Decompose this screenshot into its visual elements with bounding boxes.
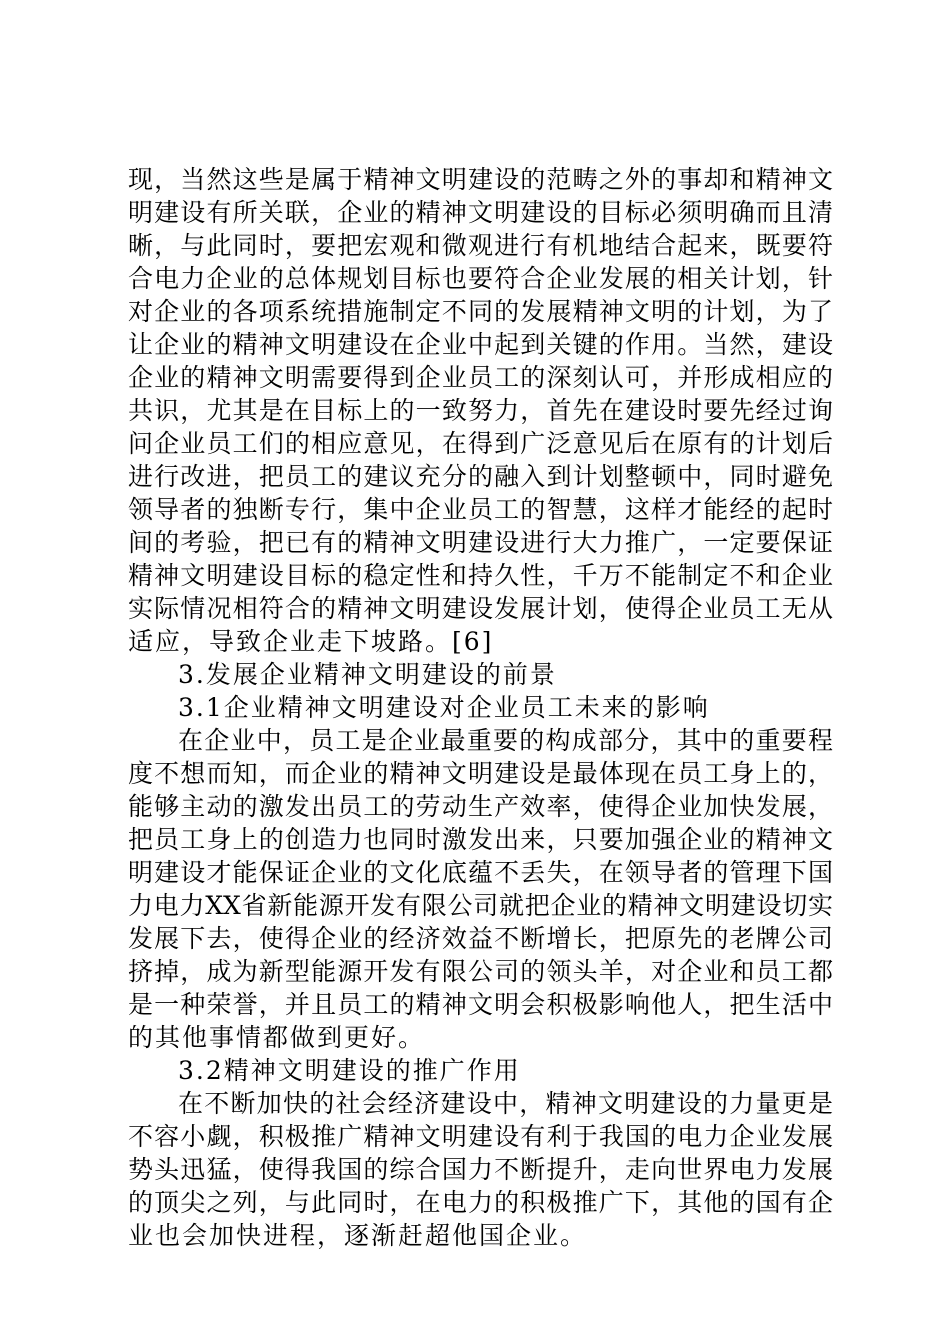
text-line: 在企业中，员工是企业最重要的构成部分，其中的重要程	[178, 726, 833, 755]
text-line: 进行改进，把员工的建议充分的融入到计划整顿中，同时避免	[128, 462, 833, 491]
subsection-heading: 3.1企业精神文明建设对企业员工未来的影响	[178, 693, 710, 722]
text-line: 能够主动的激发出员工的劳动生产效率，使得企业加快发展，	[128, 792, 833, 821]
text-line: 力电力XX省新能源开发有限公司就把企业的精神文明建设切实	[128, 891, 833, 920]
text-line: 晰，与此同时，要把宏观和微观进行有机地结合起来，既要符	[128, 231, 833, 260]
text-line: 企业的精神文明需要得到企业员工的深刻认可，并形成相应的	[128, 363, 833, 392]
text-line: 挤掉，成为新型能源开发有限公司的领头羊，对企业和员工都	[128, 957, 833, 986]
text-line: 的其他事情都做到更好。	[128, 1023, 426, 1052]
text-line: 不容小觑，积极推广精神文明建设有利于我国的电力企业发展	[128, 1122, 833, 1151]
text-line: 是一种荣誉，并且员工的精神文明会积极影响他人，把生活中	[128, 990, 833, 1019]
text-line: 势头迅猛，使得我国的综合国力不断提升，走向世界电力发展	[128, 1155, 833, 1184]
text-line: 让企业的精神文明建设在企业中起到关键的作用。当然，建设	[128, 330, 833, 359]
paragraph	[128, 1087, 833, 1252]
text-line: 业也会加快进程，逐渐赶超他国企业。	[128, 1221, 588, 1250]
text-line: 合电力企业的总体规划目标也要符合企业发展的相关计划，针	[128, 264, 833, 293]
subsection-heading: 3.2精神文明建设的推广作用	[178, 1056, 521, 1085]
text-line: 实际情况相符合的精神文明建设发展计划，使得企业员工无从	[128, 594, 833, 623]
text-line: 共识，尤其是在目标上的一致努力，首先在建设时要先经过询	[128, 396, 833, 425]
text-line: 现，当然这些是属于精神文明建设的范畴之外的事却和精神文	[128, 165, 833, 194]
document-page	[128, 163, 833, 1252]
text-line: 领导者的独断专行，集中企业员工的智慧，这样才能经的起时	[128, 495, 833, 524]
text-line: 间的考验，把已有的精神文明建设进行大力推广，一定要保证	[128, 528, 833, 557]
text-line: 把员工身上的创造力也同时激发出来，只要加强企业的精神文	[128, 825, 833, 854]
text-line: 明建设才能保证企业的文化底蕴不丢失，在领导者的管理下国	[128, 858, 833, 887]
paragraph	[128, 163, 833, 658]
paragraph	[128, 724, 833, 1054]
text-line: 适应，导致企业走下坡路。[6]	[128, 627, 494, 656]
text-line: 对企业的各项系统措施制定不同的发展精神文明的计划，为了	[128, 297, 833, 326]
text-line: 的顶尖之列，与此同时，在电力的积极推广下，其他的国有企	[128, 1188, 833, 1217]
text-line: 精神文明建设目标的稳定性和持久性，千万不能制定不和企业	[128, 561, 833, 590]
text-line: 度不想而知，而企业的精神文明建设是最体现在员工身上的，	[128, 759, 833, 788]
text-line: 在不断加快的社会经济建设中，精神文明建设的力量更是	[178, 1089, 833, 1118]
text-line: 发展下去，使得企业的经济效益不断增长，把原先的老牌公司	[128, 924, 833, 953]
section-heading: 3.发展企业精神文明建设的前景	[178, 660, 557, 689]
text-line: 明建设有所关联，企业的精神文明建设的目标必须明确而且清	[128, 198, 833, 227]
text-line: 问企业员工们的相应意见，在得到广泛意见后在原有的计划后	[128, 429, 833, 458]
